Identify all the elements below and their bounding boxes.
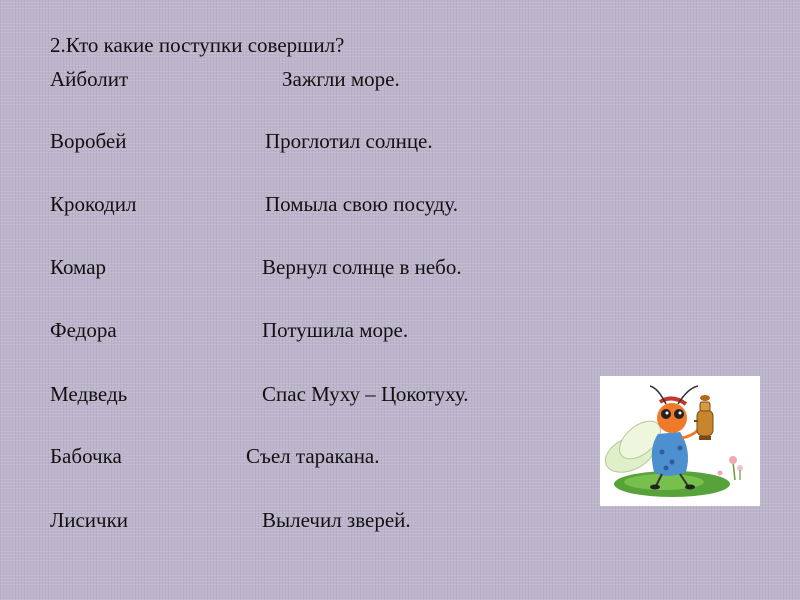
character-name: Крокодил <box>50 192 137 216</box>
deed-text: Помыла свою посуду. <box>265 192 459 216</box>
pair-row <box>0 254 560 280</box>
deed-text: Потушила море. <box>262 318 409 342</box>
deed-text: Вылечил зверей. <box>262 508 411 532</box>
deed-text: Съел таракана. <box>246 444 380 468</box>
deed-text: Проглотил солнце. <box>265 129 433 153</box>
pair-row <box>0 317 560 343</box>
pair-row <box>0 66 560 92</box>
character-name: Комар <box>50 255 107 279</box>
deed-text: Вернул солнце в небо. <box>262 255 462 279</box>
pair-row <box>0 507 560 533</box>
deed-text: Спас Муху – Цокотуху. <box>262 382 469 406</box>
deed-text: Зажгли море. <box>282 67 400 91</box>
slide-title: 2.Кто какие поступки совершил? <box>50 33 345 57</box>
pair-row <box>0 443 560 469</box>
pair-row <box>0 128 560 154</box>
pair-row <box>0 381 560 407</box>
fly-with-samovar-icon <box>600 376 760 506</box>
pair-row <box>0 191 560 217</box>
character-name: Бабочка <box>50 444 122 468</box>
character-name: Медведь <box>50 382 128 406</box>
character-name: Федора <box>50 318 117 342</box>
fly-with-samovar-illustration <box>600 376 760 506</box>
character-name: Лисички <box>50 508 129 532</box>
character-name: Айболит <box>50 67 129 91</box>
character-name: Воробей <box>50 129 127 153</box>
